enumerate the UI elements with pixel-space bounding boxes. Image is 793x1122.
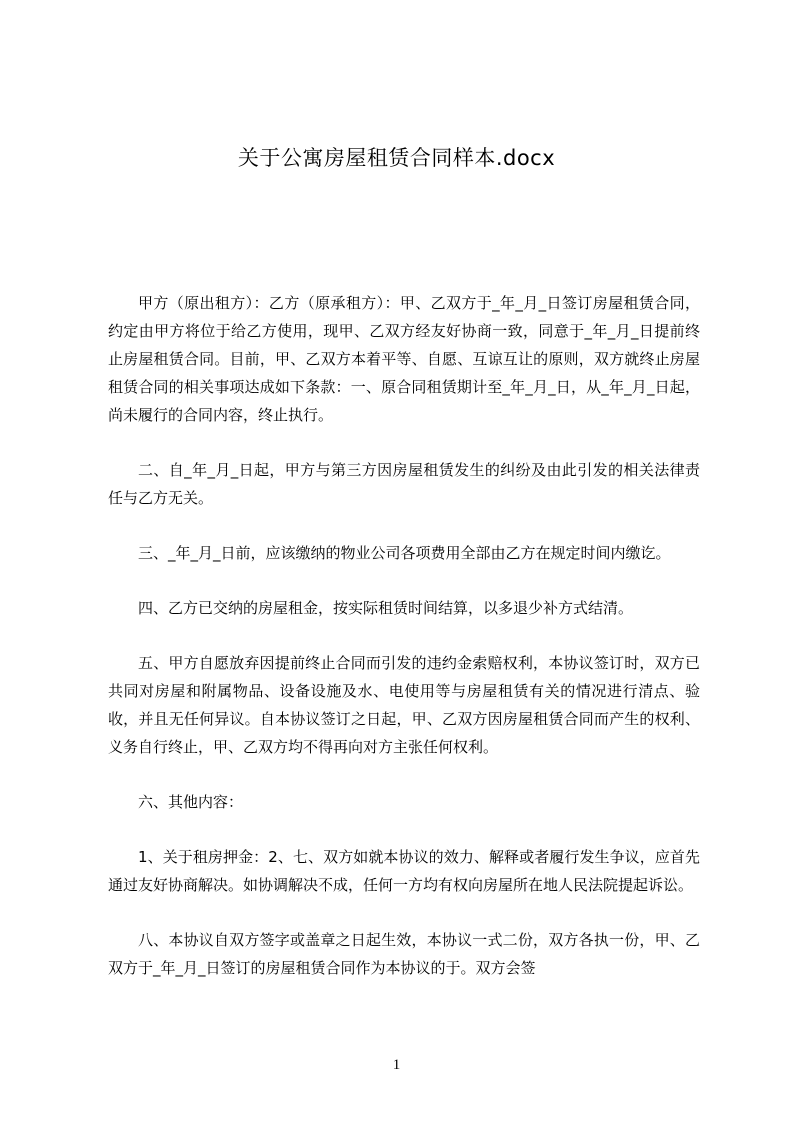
document-body	[108, 289, 700, 982]
paragraph-clause-6: 六、其他内容：	[138, 793, 244, 811]
paragraph-clause-6-1: 1、关于租房押金：2、七、双方如就本协议的效力、解释或者履行发生争议，应首先通过友好协商解决。如协调解决不成，任何一方均有权向房屋所在地人民法院提起诉讼。	[108, 848, 700, 894]
paragraph-clause-2: 二、自_年_月_日起，甲方与第三方因房屋租赁发生的纠纷及由此引发的相关法律责任与乙方无关。	[108, 461, 700, 507]
paragraph-clause-8: 八、本协议自双方签字或盖章之日起生效，本协议一式二份，双方各执一份，甲、乙双方于_年_月_日签订的房屋租赁合同作为本协议的于。双方会签	[108, 931, 700, 977]
page-number: 1	[392, 1057, 401, 1073]
paragraph-clause-5: 五、甲方自愿放弃因提前终止合同而引发的违约金索赔权利，本协议签订时，双方已共同对房屋和附属物品、设备设施及水、电使用等与房屋租赁有关的情况进行清点、验收，并且无任何异议。自本协议签订之日起，甲、乙双方因房屋租赁合同而产生的权利、义务自行终止，甲、乙双方均不得再向对方主张任何权利。	[108, 654, 700, 756]
paragraph-clause-3: 三、_年_月_日前，应该缴纳的物业公司各项费用全部由乙方在规定时间内缴讫。	[138, 544, 671, 562]
paragraph-intro: 甲方（原出租方）：乙方（原承租方）：甲、乙双方于_年_月_日签订房屋租赁合同，约定由甲方将位于给乙方使用，现甲、乙双方经友好协商一致，同意于_年_月_日提前终止房屋租赁合同。目前，甲、乙双方本着平等、自愿、互谅互让的原则，双方就终止房屋租赁合同的相关事项达成如下条款：一、原合同租赁期计至_年_月_日，从_年_月_日起，尚未履行的合同内容，终止执行。	[108, 294, 700, 424]
document-title: 关于公寓房屋租赁合同样本.docx	[237, 146, 556, 170]
paragraph-clause-4: 四、乙方已交纳的房屋租金，按实际租赁时间结算，以多退少补方式结清。	[138, 599, 634, 617]
